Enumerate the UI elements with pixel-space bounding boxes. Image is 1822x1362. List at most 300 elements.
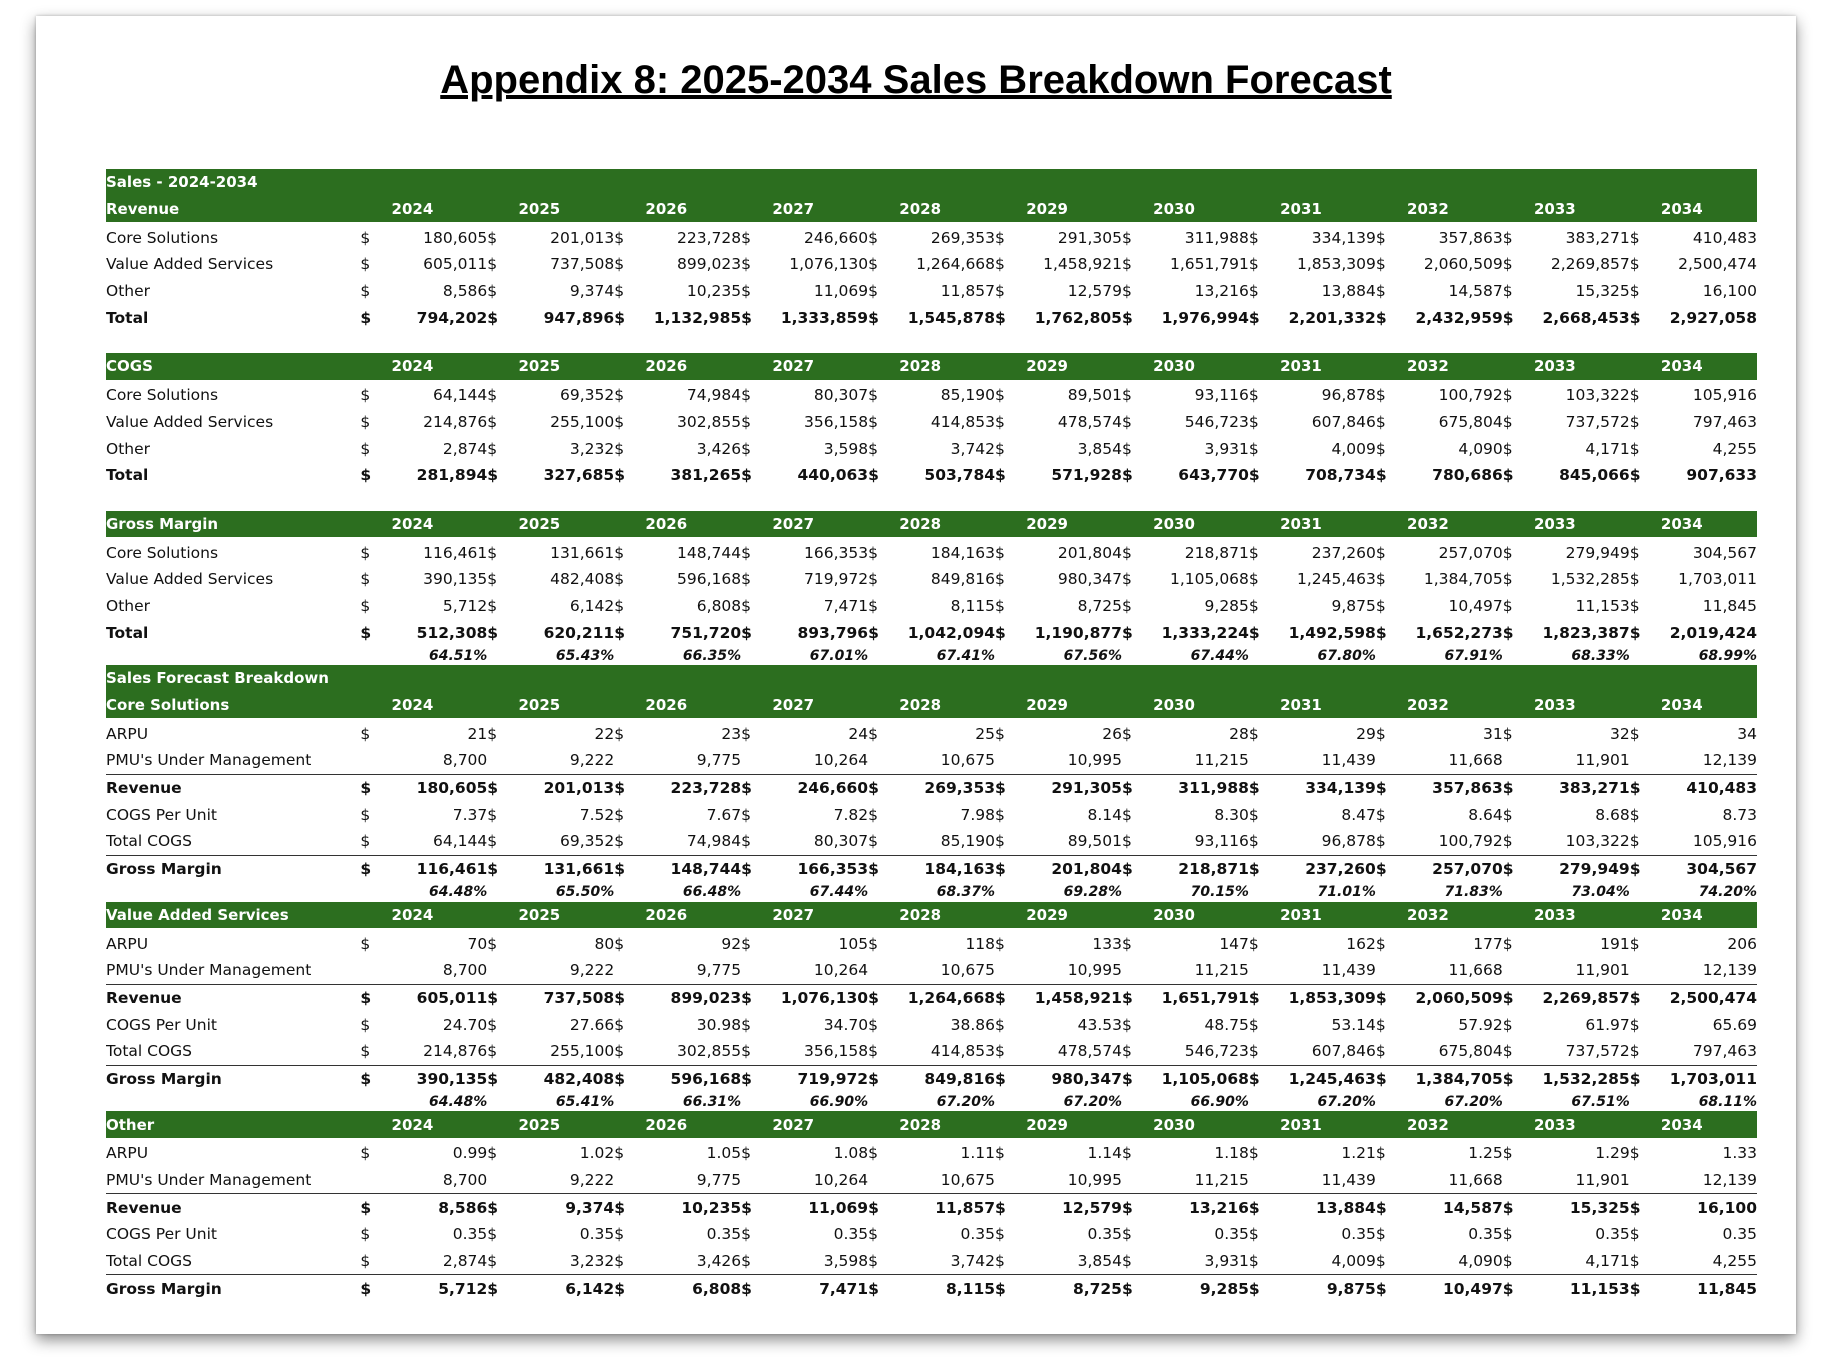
currency-symbol: $	[487, 1069, 499, 1088]
row-label: PMU's Under Management	[106, 957, 360, 984]
value-cell: 118	[965, 934, 996, 953]
value-cell: 620,211	[543, 623, 615, 642]
value-cell: 3,426	[639, 1248, 741, 1275]
header-spacer	[614, 902, 639, 930]
empty-cell	[1630, 957, 1655, 984]
section-title-row	[106, 169, 1757, 196]
value-cell: 8.68	[1595, 805, 1630, 824]
value-cell: 8.14	[1087, 805, 1122, 824]
value-cell: 794,202	[416, 308, 488, 327]
value-cell: 10,264	[766, 1167, 868, 1194]
empty-cell	[868, 1167, 893, 1194]
margin-percent: 64.48%	[428, 1093, 488, 1110]
currency-symbol: $	[1376, 1248, 1401, 1275]
empty-cell	[741, 747, 766, 774]
currency-symbol: $	[868, 805, 878, 824]
currency-symbol: $	[868, 1015, 878, 1034]
currency-symbol: $	[995, 860, 1006, 879]
value-cell: 13,216	[1194, 282, 1249, 301]
currency-symbol: $	[487, 934, 498, 953]
currency-symbol: $	[1121, 805, 1132, 824]
value-cell: 3,931	[1147, 1248, 1249, 1275]
value-cell: 14,587	[1448, 282, 1503, 301]
section-title: Sales Forecast Breakdown	[106, 665, 1757, 692]
year-header: 2033	[1528, 902, 1630, 930]
value-cell: 23	[721, 724, 742, 743]
currency-symbol: $	[995, 596, 1005, 615]
value-cell: 11,153	[1569, 1279, 1630, 1298]
empty-cell	[868, 957, 893, 984]
currency-symbol: $	[1629, 1069, 1641, 1088]
value-cell: 1,823,387	[1542, 623, 1630, 642]
currency-symbol: $	[487, 570, 498, 589]
table-row	[106, 251, 1757, 278]
margin-percent: 68.11%	[1698, 1093, 1757, 1110]
value-cell: 10,995	[1020, 1167, 1122, 1194]
row-label: COGS Per Unit	[106, 1225, 217, 1244]
currency-symbol: $	[614, 779, 626, 798]
currency-symbol: $	[487, 1279, 499, 1298]
margin-percent: 67.44%	[1190, 647, 1249, 664]
currency-symbol: $	[614, 1069, 626, 1088]
currency-symbol: $	[1248, 386, 1259, 405]
header-spacer	[1503, 511, 1528, 539]
table-row	[106, 1038, 1757, 1065]
year-header: 2026	[639, 902, 741, 930]
currency-symbol: $	[868, 596, 878, 615]
section-header-row	[106, 1111, 1757, 1139]
header-spacer	[1630, 511, 1655, 539]
value-cell: 3,854	[1077, 439, 1122, 458]
section-header-row	[106, 353, 1757, 381]
value-cell: 5,712	[442, 596, 488, 615]
row-label: Total COGS	[106, 828, 360, 855]
currency-symbol: $	[1375, 1279, 1387, 1298]
currency-symbol: $	[741, 860, 752, 879]
year-header: 2032	[1401, 511, 1503, 539]
value-cell: 1.18	[1214, 1144, 1249, 1163]
currency-symbol: $	[995, 934, 1005, 953]
value-cell: 1,651,791	[1161, 988, 1249, 1007]
year-header: 2030	[1147, 692, 1249, 720]
currency-symbol: $	[1375, 1225, 1386, 1244]
value-cell: 74,984	[639, 828, 741, 855]
currency-symbol: $	[868, 828, 893, 855]
currency-symbol: $	[1502, 724, 1513, 743]
header-spacer	[1122, 196, 1147, 224]
header-spacer	[487, 902, 512, 930]
currency-symbol: $	[1502, 623, 1514, 642]
value-cell: 4,009	[1331, 439, 1376, 458]
currency-symbol: $	[614, 805, 625, 824]
empty-cell	[1503, 957, 1528, 984]
currency-symbol: $	[1122, 1248, 1147, 1275]
currency-symbol: $	[1375, 596, 1386, 615]
empty-cell	[741, 957, 766, 984]
value-cell: 708,734	[1305, 466, 1376, 485]
currency-symbol: $	[1248, 934, 1259, 953]
value-cell: 1,333,859	[780, 308, 869, 327]
value-cell: 9,285	[1204, 596, 1249, 615]
header-spacer	[1630, 353, 1655, 381]
currency-symbol: $	[360, 255, 371, 274]
value-cell: 9,374	[565, 1198, 615, 1217]
empty-cell	[995, 883, 1020, 902]
header-spacer	[1630, 196, 1655, 224]
row-label: Total COGS	[106, 1038, 360, 1065]
currency-symbol: $	[1121, 228, 1132, 247]
year-header: 2027	[766, 353, 868, 381]
currency-symbol: $	[1121, 308, 1133, 327]
empty-cell	[360, 747, 385, 774]
section-header-row	[106, 902, 1757, 930]
value-cell: 255,100	[550, 412, 615, 431]
currency-symbol: $	[360, 805, 371, 824]
currency-symbol: $	[1629, 570, 1640, 589]
empty-cell	[868, 646, 893, 665]
value-cell: 327,685	[543, 466, 615, 485]
currency-symbol: $	[360, 412, 371, 431]
value-cell: 269,353	[930, 228, 996, 247]
table-row	[106, 566, 1757, 593]
year-header: 2028	[893, 196, 995, 224]
empty-cell	[1376, 1167, 1401, 1194]
section-title-row	[106, 665, 1757, 692]
value-cell: 70	[467, 934, 488, 953]
row-label: Gross Margin	[106, 1069, 222, 1088]
value-cell: 148,744	[670, 860, 742, 879]
margin-percent: 67.51%	[1571, 1093, 1630, 1110]
currency-symbol: $	[1375, 466, 1387, 485]
currency-symbol: $	[614, 1144, 625, 1163]
value-cell: 311,988	[1184, 228, 1249, 247]
margin-percent: 65.41%	[555, 1093, 615, 1110]
empty-cell	[1503, 883, 1528, 902]
currency-symbol: $	[741, 1144, 752, 1163]
margin-percent: 64.51%	[428, 647, 488, 664]
year-header: 2033	[1528, 353, 1630, 381]
currency-symbol: $	[741, 543, 752, 562]
currency-symbol: $	[1249, 1248, 1274, 1275]
empty-cell	[106, 883, 360, 902]
value-cell: 89,501	[1020, 828, 1122, 855]
value-cell: 1,384,705	[1423, 570, 1503, 589]
currency-symbol: $	[995, 1248, 1020, 1275]
currency-symbol: $	[1503, 1038, 1528, 1065]
currency-symbol: $	[614, 1225, 625, 1244]
currency-symbol: $	[1629, 1198, 1641, 1217]
document-page	[36, 16, 1796, 1334]
header-spacer	[1503, 902, 1528, 930]
currency-symbol: $	[487, 543, 498, 562]
margin-percent-row	[106, 646, 1757, 665]
currency-symbol: $	[868, 412, 878, 431]
table-row	[106, 929, 1757, 957]
margin-percent: 67.20%	[936, 1093, 996, 1110]
year-header: 2030	[1147, 353, 1249, 381]
value-cell: 899,023	[670, 988, 742, 1007]
empty-cell	[1122, 883, 1147, 902]
currency-symbol: $	[614, 386, 625, 405]
header-spacer	[1376, 1111, 1401, 1139]
currency-symbol: $	[1502, 779, 1514, 798]
header-spacer	[614, 196, 639, 224]
value-cell: 131,661	[543, 860, 615, 879]
currency-symbol: $	[1375, 779, 1387, 798]
value-cell: 4,090	[1458, 439, 1503, 458]
spacer-cell	[106, 331, 1757, 353]
currency-symbol: $	[995, 282, 1005, 301]
value-cell: 0.35	[1341, 1225, 1376, 1244]
currency-symbol: $	[614, 1248, 639, 1275]
header-spacer	[487, 692, 512, 720]
currency-symbol: $	[1249, 1038, 1274, 1065]
currency-symbol: $	[360, 466, 372, 485]
value-cell: 3,232	[569, 439, 615, 458]
currency-symbol: $	[868, 623, 879, 642]
currency-symbol: $	[360, 543, 371, 562]
section-header-label: COGS	[106, 353, 360, 381]
row-label: Other	[106, 596, 151, 615]
value-cell: 1,333,224	[1161, 623, 1249, 642]
header-spacer	[741, 1111, 766, 1139]
spacer-row	[106, 489, 1757, 511]
header-spacer	[868, 902, 893, 930]
currency-symbol: $	[1375, 724, 1386, 743]
empty-cell	[1249, 1167, 1274, 1194]
value-cell: 3,854	[1020, 1248, 1122, 1275]
value-cell: 1,264,668	[916, 255, 996, 274]
value-cell: 9,222	[512, 957, 614, 984]
value-cell: 899,023	[677, 255, 742, 274]
table-row	[106, 278, 1757, 305]
year-header: 2028	[893, 511, 995, 539]
margin-percent-row	[106, 1092, 1757, 1111]
value-cell: 223,728	[677, 228, 742, 247]
year-header: 2026	[639, 353, 741, 381]
currency-symbol: $	[1121, 570, 1132, 589]
header-spacer	[1249, 692, 1274, 720]
value-cell: 0.35	[960, 1225, 996, 1244]
value-cell: 269,353	[924, 779, 996, 798]
header-spacer	[995, 353, 1020, 381]
empty-cell	[1630, 646, 1655, 665]
currency-symbol: $	[868, 1144, 878, 1163]
spacer-row	[106, 331, 1757, 353]
currency-symbol: $	[741, 439, 752, 458]
currency-symbol: $	[1121, 1225, 1132, 1244]
year-header: 2034	[1655, 902, 1757, 930]
value-cell: 65.69	[1712, 1015, 1757, 1034]
value-cell: 512,308	[416, 623, 488, 642]
row-label: Revenue	[106, 988, 182, 1007]
empty-cell	[614, 957, 639, 984]
value-cell: 96,878	[1274, 828, 1376, 855]
value-cell: 15,325	[1575, 282, 1630, 301]
currency-symbol: $	[1121, 860, 1133, 879]
header-spacer	[995, 692, 1020, 720]
currency-symbol: $	[1629, 1144, 1640, 1163]
currency-symbol: $	[487, 1038, 512, 1065]
value-cell: 13,884	[1316, 1198, 1376, 1217]
value-cell: 43.53	[1077, 1015, 1122, 1034]
value-cell: 1,384,705	[1415, 1069, 1503, 1088]
row-label: Revenue	[106, 1198, 182, 1217]
currency-symbol: $	[360, 988, 372, 1007]
value-cell: 74,984	[686, 386, 742, 405]
value-cell: 607,846	[1274, 1038, 1376, 1065]
value-cell: 80,307	[813, 386, 869, 405]
year-header: 2032	[1401, 196, 1503, 224]
currency-symbol: $	[1502, 596, 1513, 615]
value-cell: 4,255	[1655, 1248, 1757, 1275]
header-spacer	[614, 353, 639, 381]
value-cell: 0.99	[452, 1144, 488, 1163]
year-header: 2030	[1147, 902, 1249, 930]
currency-symbol: $	[1248, 228, 1259, 247]
currency-symbol: $	[868, 228, 878, 247]
currency-symbol: $	[1629, 308, 1641, 327]
value-cell: 6,808	[692, 1279, 742, 1298]
empty-cell	[995, 646, 1020, 665]
value-cell: 131,661	[550, 543, 615, 562]
value-cell: 12,579	[1067, 282, 1122, 301]
header-spacer	[1630, 692, 1655, 720]
value-cell: 1.02	[579, 1144, 615, 1163]
row-label: Value Added Services	[106, 570, 274, 589]
value-cell: 719,972	[803, 570, 869, 589]
currency-symbol: $	[614, 1015, 625, 1034]
header-spacer	[1122, 1111, 1147, 1139]
currency-symbol: $	[868, 934, 878, 953]
currency-symbol: $	[741, 596, 752, 615]
header-spacer	[1122, 902, 1147, 930]
value-cell: 206	[1727, 934, 1757, 953]
value-cell: 596,168	[677, 570, 742, 589]
header-spacer	[1503, 196, 1528, 224]
currency-symbol: $	[614, 466, 626, 485]
value-cell: 1,492,598	[1288, 623, 1376, 642]
currency-symbol: $	[1375, 228, 1386, 247]
header-spacer	[360, 902, 385, 930]
currency-symbol: $	[1375, 805, 1386, 824]
currency-symbol: $	[868, 439, 878, 458]
empty-cell	[487, 957, 512, 984]
header-spacer	[741, 692, 766, 720]
currency-symbol: $	[741, 623, 752, 642]
value-cell: 116,461	[423, 543, 488, 562]
empty-cell	[1122, 1092, 1147, 1111]
value-cell: 214,876	[423, 412, 488, 431]
empty-cell	[614, 646, 639, 665]
value-cell: 133	[1092, 934, 1122, 953]
currency-symbol: $	[868, 543, 878, 562]
empty-cell	[1249, 646, 1274, 665]
value-cell: 6,808	[696, 596, 742, 615]
header-spacer	[614, 511, 639, 539]
row-label: Value Added Services	[106, 255, 274, 274]
table-row	[106, 747, 1757, 774]
currency-symbol: $	[1122, 828, 1147, 855]
currency-symbol: $	[487, 255, 498, 274]
currency-symbol: $	[1502, 282, 1513, 301]
value-cell: 3,742	[950, 439, 996, 458]
year-header: 2031	[1274, 196, 1376, 224]
table-row	[106, 1194, 1757, 1221]
value-cell: 13,884	[1321, 282, 1376, 301]
year-header: 2026	[639, 692, 741, 720]
currency-symbol: $	[741, 988, 752, 1007]
currency-symbol: $	[741, 724, 752, 743]
margin-percent: 67.80%	[1317, 647, 1376, 664]
header-spacer	[1249, 196, 1274, 224]
currency-symbol: $	[1121, 1069, 1133, 1088]
row-label: Total	[106, 308, 149, 327]
currency-symbol: $	[1629, 466, 1641, 485]
currency-symbol: $	[1630, 1248, 1655, 1275]
year-header: 2029	[1020, 902, 1122, 930]
value-cell: 257,070	[1438, 543, 1503, 562]
currency-symbol: $	[614, 412, 625, 431]
row-label: Total COGS	[106, 1248, 360, 1275]
value-cell: 304,567	[1692, 543, 1757, 562]
value-cell: 116,461	[416, 860, 488, 879]
value-cell: 719,972	[797, 1069, 869, 1088]
margin-percent: 67.01%	[809, 647, 869, 664]
section-header-row	[106, 692, 1757, 720]
header-spacer	[1249, 511, 1274, 539]
year-header: 2025	[512, 692, 614, 720]
year-header: 2029	[1020, 353, 1122, 381]
currency-symbol: $	[360, 1248, 385, 1275]
value-cell: 2,060,509	[1415, 988, 1503, 1007]
value-cell: 9,775	[639, 957, 741, 984]
currency-symbol: $	[995, 1144, 1005, 1163]
value-cell: 1,651,791	[1170, 255, 1249, 274]
currency-symbol: $	[487, 1248, 512, 1275]
year-header: 2031	[1274, 511, 1376, 539]
year-header: 2027	[766, 196, 868, 224]
header-spacer	[487, 511, 512, 539]
value-cell: 334,139	[1311, 228, 1376, 247]
currency-symbol: $	[614, 308, 626, 327]
empty-cell	[995, 1167, 1020, 1194]
empty-cell	[1503, 646, 1528, 665]
value-cell: 246,660	[803, 228, 869, 247]
margin-percent: 67.41%	[936, 647, 996, 664]
value-cell: 10,235	[686, 282, 742, 301]
currency-symbol: $	[868, 255, 878, 274]
value-cell: 11,901	[1528, 1167, 1630, 1194]
value-cell: 1,042,094	[907, 623, 996, 642]
empty-cell	[1630, 1167, 1655, 1194]
value-cell: 11,215	[1147, 747, 1249, 774]
value-cell: 980,347	[1057, 570, 1122, 589]
value-cell: 201,013	[550, 228, 615, 247]
value-cell: 849,816	[924, 1069, 996, 1088]
currency-symbol: $	[868, 988, 879, 1007]
section-header-row	[106, 511, 1757, 539]
year-header: 2031	[1274, 353, 1376, 381]
currency-symbol: $	[995, 1015, 1005, 1034]
value-cell: 279,949	[1559, 860, 1630, 879]
value-cell: 2,874	[386, 1248, 488, 1275]
margin-percent: 73.04%	[1571, 884, 1630, 900]
year-header: 2027	[766, 511, 868, 539]
header-spacer	[741, 353, 766, 381]
year-header: 2029	[1020, 511, 1122, 539]
currency-symbol: $	[1502, 412, 1513, 431]
